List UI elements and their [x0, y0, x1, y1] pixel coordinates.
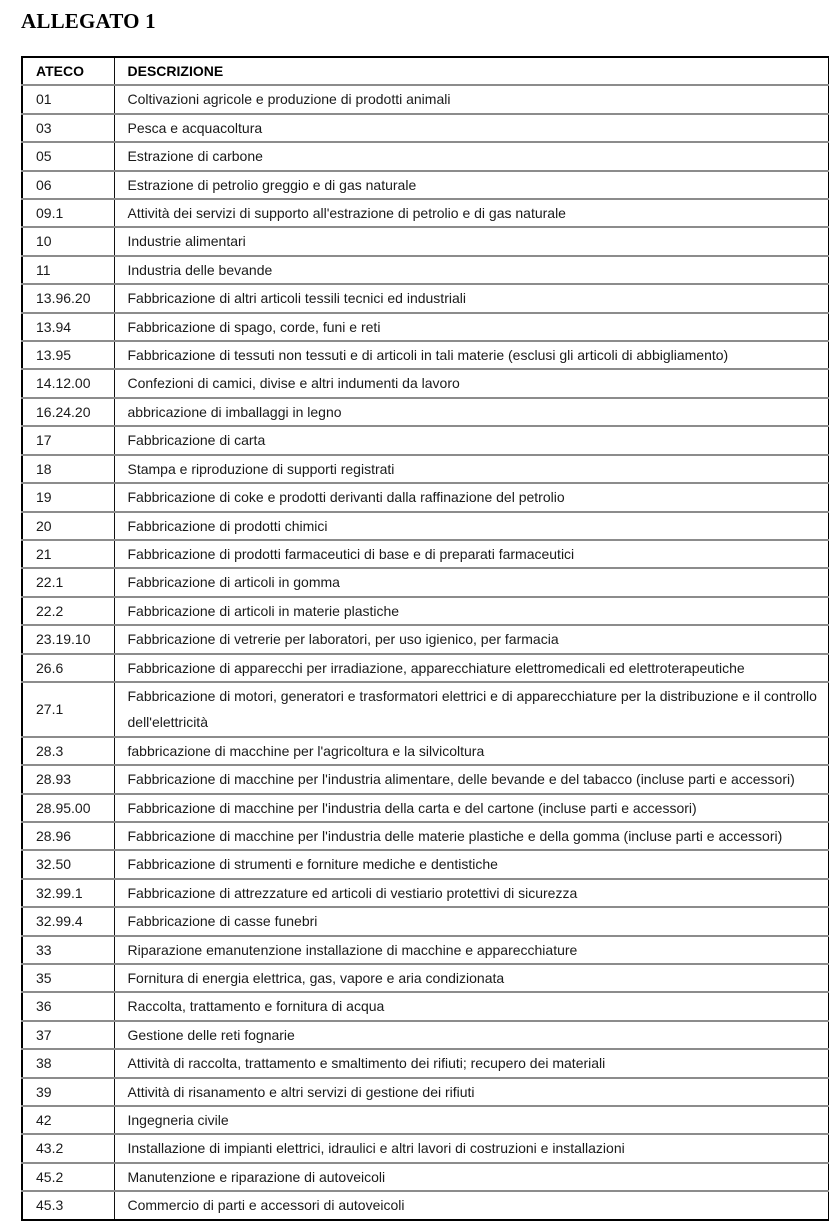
- table-row: [22, 992, 829, 1020]
- table-row: [22, 1134, 829, 1162]
- ateco-code-cell: 18: [22, 455, 114, 483]
- table-row: [22, 426, 829, 454]
- column-header-descrizione: DESCRIZIONE: [114, 57, 829, 85]
- ateco-code-cell: 05: [22, 142, 114, 170]
- descrizione-cell: Fabbricazione di articoli in gomma: [114, 568, 829, 596]
- descrizione-cell: Installazione di impianti elettrici, idraulici e altri lavori di costruzioni e installazioni: [114, 1134, 829, 1162]
- ateco-code-cell: 10: [22, 227, 114, 255]
- ateco-code-cell: 01: [22, 85, 114, 113]
- ateco-code-cell: 23.19.10: [22, 625, 114, 653]
- ateco-code-cell: 28.95.00: [22, 794, 114, 822]
- descrizione-cell: Commercio di parti e accessori di autoveicoli: [114, 1191, 829, 1219]
- descrizione-cell: Fabbricazione di attrezzature ed articoli di vestiario protettivi di sicurezza: [114, 879, 829, 907]
- descrizione-cell: Gestione delle reti fognarie: [114, 1021, 829, 1049]
- ateco-code-cell: 33: [22, 936, 114, 964]
- table-row: [22, 822, 829, 850]
- descrizione-cell: Fabbricazione di vetrerie per laboratori, per uso igienico, per farmacia: [114, 625, 829, 653]
- ateco-code-cell: 43.2: [22, 1134, 114, 1162]
- descrizione-cell: fabbricazione di macchine per l'agricoltura e la silvicoltura: [114, 737, 829, 765]
- table-row: [22, 765, 829, 793]
- ateco-code-cell: 14.12.00: [22, 369, 114, 397]
- ateco-code-cell: 45.2: [22, 1163, 114, 1191]
- ateco-code-cell: 45.3: [22, 1191, 114, 1219]
- ateco-code-cell: 11: [22, 256, 114, 284]
- table-row: [22, 936, 829, 964]
- column-header-ateco: ATECO: [22, 57, 114, 85]
- table-row: [22, 512, 829, 540]
- table-row: [22, 199, 829, 227]
- table-row: [22, 682, 829, 737]
- ateco-code-cell: 36: [22, 992, 114, 1020]
- table-row: [22, 737, 829, 765]
- descrizione-cell: Stampa e riproduzione di supporti registrati: [114, 455, 829, 483]
- ateco-code-cell: 39: [22, 1078, 114, 1106]
- ateco-code-cell: 42: [22, 1106, 114, 1134]
- ateco-code-cell: 21: [22, 540, 114, 568]
- descrizione-cell: Fabbricazione di prodotti chimici: [114, 512, 829, 540]
- descrizione-cell: Coltivazioni agricole e produzione di prodotti animali: [127, 91, 451, 108]
- ateco-code-cell: 32.99.4: [22, 907, 114, 935]
- table-row: [22, 227, 829, 255]
- descrizione-cell: Fabbricazione di articoli in materie plastiche: [114, 597, 829, 625]
- descrizione-cell: Fabbricazione di motori, generatori e trasformatori elettrici e di apparecchiature per la distribuzione e il controllo dell'elettricità: [114, 682, 829, 737]
- descrizione-cell: Fabbricazione di tessuti non tessuti e di articoli in tali materie (esclusi gli articoli di abbigliamento): [114, 341, 829, 369]
- table-row: [22, 964, 829, 992]
- table-row: [22, 907, 829, 935]
- table-row: [22, 1106, 829, 1134]
- table-row: [22, 1191, 829, 1219]
- descrizione-cell: Industrie alimentari: [114, 227, 829, 255]
- descrizione-cell: Attività di raccolta, trattamento e smaltimento dei rifiuti; recupero dei materiali: [114, 1049, 829, 1077]
- ateco-table: [21, 56, 829, 1221]
- descrizione-cell: Fabbricazione di macchine per l'industria delle materie plastiche e della gomma (incluse parti e accessori): [114, 822, 829, 850]
- table-row: [22, 369, 829, 397]
- ateco-code-cell: 22.2: [22, 597, 114, 625]
- ateco-code-cell: 26.6: [22, 654, 114, 682]
- descrizione-cell: Attività di risanamento e altri servizi di gestione dei rifiuti: [114, 1078, 829, 1106]
- ateco-code-cell: 28.93: [22, 765, 114, 793]
- descrizione-cell: Fornitura di energia elettrica, gas, vapore e aria condizionata: [114, 964, 829, 992]
- descrizione-cell: Fabbricazione di prodotti farmaceutici di base e di preparati farmaceutici: [114, 540, 829, 568]
- table-row: [22, 284, 829, 312]
- descrizione-cell: Attività dei servizi di supporto all'estrazione di petrolio e di gas naturale: [114, 199, 829, 227]
- descrizione-cell: Fabbricazione di spago, corde, funi e reti: [114, 313, 829, 341]
- descrizione-cell: Fabbricazione di macchine per l'industria della carta e del cartone (incluse parti e accessori): [114, 794, 829, 822]
- descrizione-cell: Pesca e acquacoltura: [114, 114, 829, 142]
- table-body: [22, 85, 829, 1219]
- descrizione-cell: Riparazione emanutenzione installazione di macchine e apparecchiature: [114, 936, 829, 964]
- table-row: [22, 540, 829, 568]
- ateco-code-cell: 16.24.20: [22, 398, 114, 426]
- ateco-code-cell: 09.1: [22, 199, 114, 227]
- descrizione-cell: Fabbricazione di casse funebri: [114, 907, 829, 935]
- descrizione-cell: Estrazione di carbone: [114, 142, 829, 170]
- table-row: [22, 1049, 829, 1077]
- table-row: [22, 1078, 829, 1106]
- table-row: [22, 597, 829, 625]
- table-row: [22, 398, 829, 426]
- table-row: [22, 85, 829, 113]
- table-row: [22, 142, 829, 170]
- table-row: [22, 341, 829, 369]
- ateco-code-cell: 20: [22, 512, 114, 540]
- table-row: [22, 568, 829, 596]
- descrizione-cell: Fabbricazione di macchine per l'industria alimentare, delle bevande e del tabacco (incluse parti e accessori): [114, 765, 829, 793]
- descrizione-cell: Fabbricazione di apparecchi per irradiazione, apparecchiature elettromedicali ed elettroterapeutiche: [114, 654, 829, 682]
- ateco-code-cell: 06: [22, 171, 114, 199]
- ateco-code-cell: 37: [22, 1021, 114, 1049]
- table-row: [22, 1021, 829, 1049]
- descrizione-cell: Fabbricazione di strumenti e forniture mediche e dentistiche: [114, 850, 829, 878]
- table-row: [22, 850, 829, 878]
- table-row: [22, 256, 829, 284]
- descrizione-cell: Fabbricazione di altri articoli tessili tecnici ed industriali: [114, 284, 829, 312]
- table-row: [22, 313, 829, 341]
- ateco-code-cell: 28.3: [22, 737, 114, 765]
- table-row: [22, 1163, 829, 1191]
- descrizione-cell: Industria delle bevande: [114, 256, 829, 284]
- descrizione-cell: Manutenzione e riparazione di autoveicoli: [114, 1163, 829, 1191]
- ateco-code-cell: 22.1: [22, 568, 114, 596]
- table-row: [22, 114, 829, 142]
- ateco-code-cell: 28.96: [22, 822, 114, 850]
- descrizione-cell: abbricazione di imballaggi in legno: [114, 398, 829, 426]
- ateco-code-cell: 35: [22, 964, 114, 992]
- descrizione-cell: Fabbricazione di coke e prodotti derivanti dalla raffinazione del petrolio: [114, 483, 829, 511]
- page-title: ALLEGATO 1: [21, 9, 156, 33]
- ateco-code-cell: 17: [22, 426, 114, 454]
- descrizione-cell: Raccolta, trattamento e fornitura di acqua: [114, 992, 829, 1020]
- ateco-code-cell: 13.96.20: [22, 284, 114, 312]
- ateco-code-cell: 32.99.1: [22, 879, 114, 907]
- table-row: [22, 625, 829, 653]
- table-header-row: [22, 57, 829, 85]
- ateco-code-cell: 38: [22, 1049, 114, 1077]
- ateco-code-cell: 13.94: [22, 313, 114, 341]
- descrizione-cell: Estrazione di petrolio greggio e di gas naturale: [114, 171, 829, 199]
- table-row: [22, 879, 829, 907]
- ateco-code-cell: 19: [22, 483, 114, 511]
- table-row: [22, 654, 829, 682]
- descrizione-cell: Fabbricazione di carta: [114, 426, 829, 454]
- table-row: [22, 455, 829, 483]
- ateco-code-cell: 13.95: [22, 341, 114, 369]
- ateco-code-cell: 32.50: [22, 850, 114, 878]
- ateco-code-cell: 27.1: [22, 682, 114, 737]
- ateco-code-cell: 03: [22, 114, 114, 142]
- descrizione-cell: Confezioni di camici, divise e altri indumenti da lavoro: [114, 369, 829, 397]
- descrizione-cell: Ingegneria civile: [114, 1106, 829, 1134]
- table-row: [22, 794, 829, 822]
- table-row: [22, 171, 829, 199]
- table-row: [22, 483, 829, 511]
